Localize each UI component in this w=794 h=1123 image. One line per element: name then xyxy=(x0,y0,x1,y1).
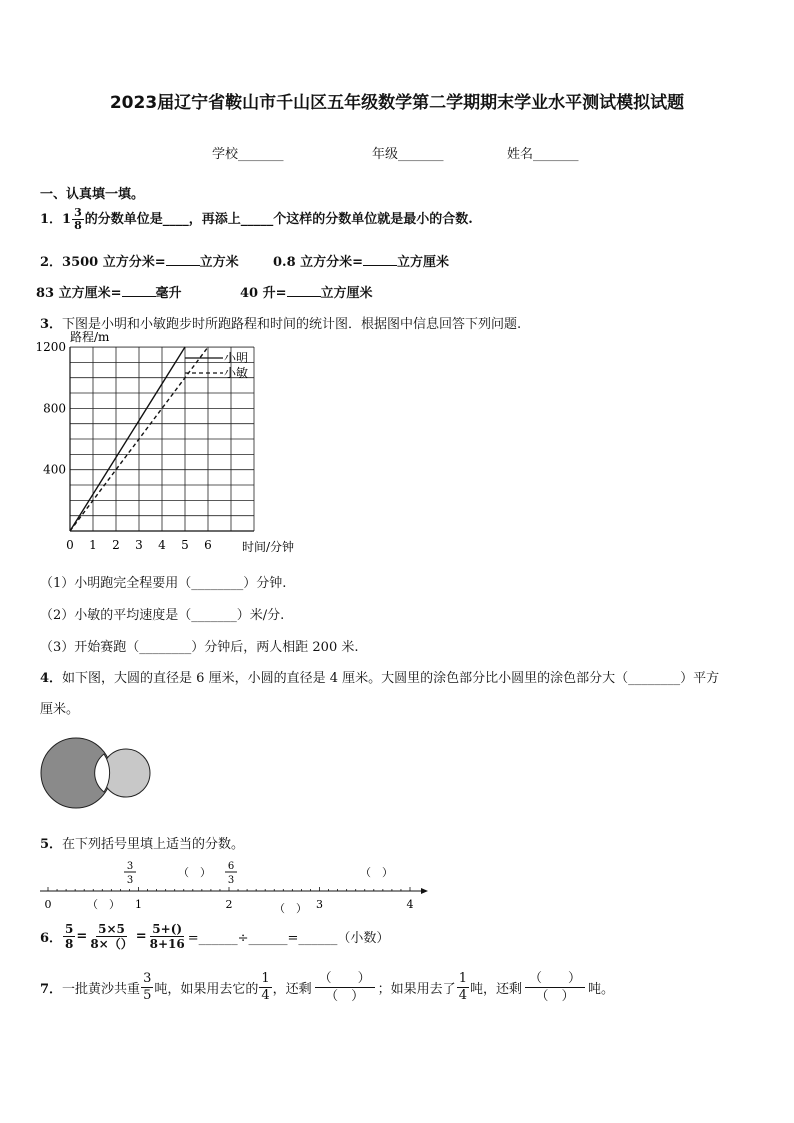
q7-answer-frac1[interactable] xyxy=(315,970,375,1005)
q7-frac3 xyxy=(457,971,469,1004)
q7-t6: 吨。 xyxy=(588,982,615,997)
q3-text: 下图是小明和小敏跑步时所跑路程和时间的统计图．根据图中信息回答下列问题. xyxy=(62,317,522,332)
q2-b-unit: 立方厘米 xyxy=(397,255,450,270)
q2-d-unit: 立方厘米 xyxy=(320,286,373,301)
question-2b xyxy=(273,251,449,270)
q3-sub1: （1）小明跑完全程要用（________）分钟. xyxy=(40,576,287,591)
q2-number: 2． xyxy=(40,255,63,270)
grade-underline: _______ xyxy=(398,147,444,162)
question-2a xyxy=(40,251,239,270)
q4-text2: 厘米。 xyxy=(40,702,80,717)
q7-f3-num: 1 xyxy=(458,971,467,986)
y-tick-label: 800 xyxy=(43,401,66,416)
circles-figure xyxy=(40,733,160,813)
q5-text: 在下列括号里填上适当的分数。 xyxy=(62,837,245,852)
school-underline: _______ xyxy=(238,147,284,162)
number-line-label: 0 xyxy=(44,898,52,911)
legend-label: 小敏 xyxy=(224,366,249,380)
q7-f1-den: 5 xyxy=(143,988,152,1003)
q2-c-unit: 毫升 xyxy=(155,286,182,301)
q1-whole: 1 xyxy=(62,212,72,227)
q1-blank2[interactable]: _____ xyxy=(240,212,274,227)
q6-eq1: = xyxy=(76,929,88,944)
y-tick-label: 400 xyxy=(43,462,66,477)
q5-number: 5． xyxy=(40,837,63,852)
q3-number: 3． xyxy=(40,317,63,332)
nl-paren-above-2[interactable]: （ ） xyxy=(360,866,393,879)
x-tick-label: 1 xyxy=(89,538,97,552)
section-heading: 一、认真填一填。 xyxy=(40,187,145,202)
page-title: 2023届辽宁省鞍山市千山区五年级数学第二学期期末学业水平测试模拟试题 xyxy=(109,93,685,113)
question-7 xyxy=(40,970,614,1005)
x-tick-label: 2 xyxy=(112,538,120,552)
q2-d-text: 40 升= xyxy=(240,286,287,301)
q7-f1-num: 3 xyxy=(143,971,152,986)
q6-b-num: 5×5 xyxy=(98,922,125,936)
q6-frac-a xyxy=(63,922,75,951)
q6-a-num: 5 xyxy=(65,922,74,936)
q2-c-blank[interactable] xyxy=(122,284,156,297)
x-tick-label: 6 xyxy=(204,538,212,552)
name-label: 姓名 xyxy=(507,147,534,162)
question-3 xyxy=(40,313,521,332)
q2-a-text: 3500 立方分米= xyxy=(62,255,166,270)
q1-blank1[interactable]: ____ xyxy=(162,212,189,227)
q1-fraction xyxy=(72,207,84,232)
q1-frac-den: 8 xyxy=(74,219,82,232)
question-2d xyxy=(240,282,373,301)
q1-text1: 的分数单位是 xyxy=(84,212,163,227)
q2-a-blank[interactable] xyxy=(166,253,200,266)
q6-a-den: 8 xyxy=(65,937,74,951)
q7-ans1-den[interactable]: （ ） xyxy=(325,989,365,1004)
x-tick-label: 3 xyxy=(135,538,143,552)
q7-t2: 吨，如果用去它的 xyxy=(154,982,259,997)
q2-b-text: 0.8 立方分米= xyxy=(273,255,364,270)
q6-frac-c[interactable] xyxy=(148,922,187,951)
q7-ans2-num[interactable]: （ ） xyxy=(525,970,585,988)
q1-number: 1． xyxy=(40,212,63,227)
nl-paren-below-1[interactable]: （ ） xyxy=(87,898,120,911)
legend-label: 小明 xyxy=(224,351,249,365)
q6-b-den: 8×（） xyxy=(90,937,133,951)
q7-t5: 吨，还剩 xyxy=(469,982,522,997)
q2-c-text: 83 立方厘米= xyxy=(36,286,122,301)
q2-b-blank[interactable] xyxy=(363,253,397,266)
q7-t3: ，还剩 xyxy=(272,982,312,997)
q6-frac-b[interactable] xyxy=(88,922,134,951)
q7-answer-frac2[interactable] xyxy=(525,970,585,1005)
question-5 xyxy=(40,833,244,852)
q6-number: 6． xyxy=(40,931,63,946)
q7-t1: 一批黄沙共重 xyxy=(62,982,141,997)
number-line-label: 2 xyxy=(225,898,233,911)
number-line-label: 4 xyxy=(406,898,414,911)
grade-label: 年级 xyxy=(372,147,399,162)
nl-frac1-num: 3 xyxy=(126,861,134,872)
q6-c-den: 8+16 xyxy=(149,937,185,951)
q4-number: 4． xyxy=(40,671,63,686)
q1-text2: ，再添上 xyxy=(188,212,241,227)
q1-frac-num: 3 xyxy=(74,206,82,219)
x-tick-label: 0 xyxy=(66,538,74,552)
q7-frac1 xyxy=(141,971,153,1004)
number-line-arrow xyxy=(421,888,428,894)
q7-frac2 xyxy=(259,971,271,1004)
question-6 xyxy=(40,922,389,951)
q6-c-num: 5+() xyxy=(152,922,183,936)
grade-field[interactable] xyxy=(372,143,444,162)
q7-ans2-den[interactable]: （ ） xyxy=(535,989,575,1004)
number-line-label: 1 xyxy=(135,898,142,911)
q7-t4: ；如果用去了 xyxy=(377,982,456,997)
chart-legend xyxy=(185,351,248,380)
q2-d-blank[interactable] xyxy=(287,284,321,297)
nl-frac2-num: 6 xyxy=(227,861,235,872)
q6-tail[interactable]: =______÷______=______（小数） xyxy=(187,931,390,946)
q7-number: 7． xyxy=(40,982,63,997)
q7-f2-num: 1 xyxy=(261,971,270,986)
question-2c xyxy=(36,282,182,301)
name-field[interactable] xyxy=(507,143,579,162)
distance-time-chart xyxy=(35,330,328,556)
name-underline: _______ xyxy=(533,147,579,162)
q1-text3: 个这样的分数单位就是最小的合数. xyxy=(273,212,473,227)
q3-sub2: （2）小敏的平均速度是（_______）米/分. xyxy=(40,608,285,623)
nl-frac2-den: 3 xyxy=(227,875,235,886)
x-tick-label: 4 xyxy=(158,538,166,552)
x-tick-label: 5 xyxy=(181,538,189,552)
number-line xyxy=(38,858,438,918)
question-4 xyxy=(40,667,719,686)
school-label: 学校 xyxy=(212,147,239,162)
y-axis-label: 路程/m xyxy=(70,330,110,345)
nl-paren-below-2[interactable]: （ ） xyxy=(274,902,307,915)
question-1 xyxy=(40,207,473,232)
x-axis-label: 时间/分钟 xyxy=(242,540,295,554)
school-field[interactable] xyxy=(212,143,284,162)
q6-eq2: = xyxy=(135,929,147,944)
nl-frac1-den: 3 xyxy=(126,875,134,886)
q4-text: 如下图，大圆的直径是 6 厘米，小圆的直径是 4 厘米。大圆里的涂色部分比小圆里的涂色部分大（________）平方 xyxy=(62,671,720,686)
q3-sub3: （3）开始赛跑（________）分钟后，两人相距 200 米. xyxy=(40,640,359,655)
y-tick-label: 1200 xyxy=(35,340,66,355)
q2-a-unit: 立方米 xyxy=(199,255,239,270)
q7-ans1-num[interactable]: （ ） xyxy=(315,970,375,988)
q7-f2-den: 4 xyxy=(261,988,270,1003)
number-line-label: 3 xyxy=(316,898,323,911)
q7-f3-den: 4 xyxy=(458,988,467,1003)
chart-tick-labels xyxy=(35,330,294,554)
nl-paren-above-1[interactable]: （ ） xyxy=(178,866,211,879)
